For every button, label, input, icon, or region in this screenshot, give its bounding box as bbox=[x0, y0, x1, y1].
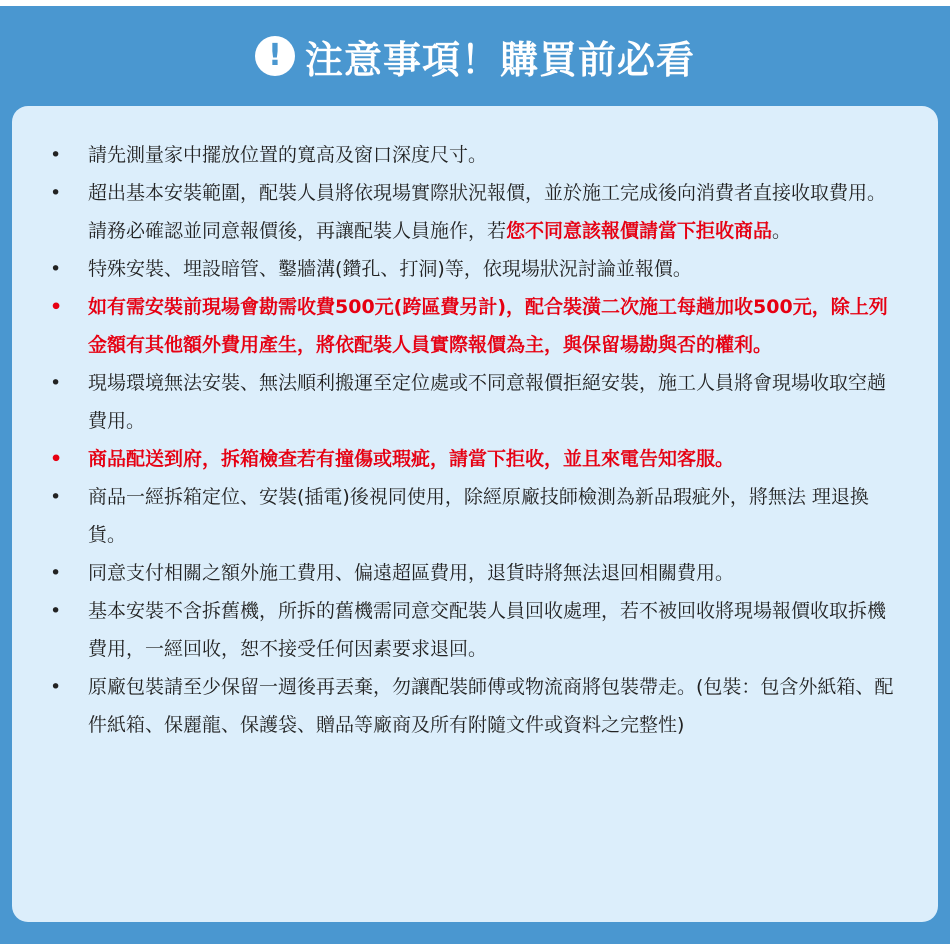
bullet: • bbox=[50, 562, 62, 584]
bullet: • bbox=[50, 600, 62, 622]
notice-title: 注意事項！購買前必看 bbox=[304, 37, 695, 82]
notice-item-5 bbox=[50, 364, 900, 440]
notice-item-9 bbox=[50, 592, 900, 668]
bullet: • bbox=[50, 676, 62, 698]
notice-item-10 bbox=[50, 668, 900, 744]
notice-text: 現場環境無法安裝、無法順利搬運至定位處或不同意報價拒絕安裝，施工人員將會現場收取空趟費用。 bbox=[88, 372, 887, 432]
bullet: • bbox=[50, 296, 63, 318]
bullet: • bbox=[50, 372, 62, 394]
notice-text: 基本安裝不含拆舊機，所拆的舊機需同意交配裝人員回收處理，若不被回收將現場報價收取拆機費用，一經回收，恕不接受任何因素要求退回。 bbox=[88, 600, 887, 660]
exclamation-icon: ! bbox=[255, 36, 295, 76]
notice-text: 超出基本安裝範圍，配裝人員將依現場實際狀況報價，並於施工完成後向消費者直接收取費用。請務必確認並同意報價後，再讓配裝人員施作，若 bbox=[88, 182, 887, 242]
bullet: • bbox=[50, 144, 62, 166]
bullet: • bbox=[50, 448, 63, 470]
notice-list bbox=[50, 136, 900, 744]
bullet: • bbox=[50, 182, 62, 204]
notice-text: 商品配送到府，拆箱檢查若有撞傷或瑕疵，請當下拒收，並且來電告知客服。 bbox=[88, 448, 735, 470]
notice-item-7 bbox=[50, 478, 900, 554]
notice-item-8 bbox=[50, 554, 900, 592]
notice-text: 特殊安裝、埋設暗管、鑿牆溝(鑽孔、打洞)等，依現場狀況討論並報價。 bbox=[88, 258, 692, 280]
notice-text: 如有需安裝前現場會勘需收費500元(跨區費另計)，配合裝潢二次施工每趟加收500元，除上列金額有其他額外費用產生，將依配裝人員實際報價為主，與保留場勘與否的權利。 bbox=[88, 296, 888, 356]
notice-panel bbox=[12, 106, 938, 922]
notice-text: 原廠包裝請至少保留一週後再丟棄，勿讓配裝師傅或物流商將包裝帶走。(包裝：包含外紙箱、配件紙箱、保麗龍、保護袋、贈品等廠商及所有附隨文件或資料之完整性) bbox=[88, 676, 894, 736]
bullet: • bbox=[50, 258, 62, 280]
notice-text-after: 。 bbox=[772, 220, 792, 242]
notice-text: 商品一經拆箱定位、安裝(插電)後視同使用，除經原廠技師檢測為新品瑕疵外，將無法 理退換貨。 bbox=[88, 486, 869, 546]
notice-item-4 bbox=[50, 288, 900, 364]
notice-item-3 bbox=[50, 250, 900, 288]
bullet: • bbox=[50, 486, 62, 508]
notice-text: 請先測量家中擺放位置的寬高及窗口深度尺寸。 bbox=[88, 144, 488, 166]
notice-header bbox=[0, 6, 950, 106]
notice-item-2 bbox=[50, 174, 900, 250]
notice-highlight: 您不同意該報價請當下拒收商品 bbox=[506, 220, 773, 242]
notice-frame bbox=[0, 6, 950, 944]
notice-item-1 bbox=[50, 136, 900, 174]
notice-text: 同意支付相關之額外施工費用、偏遠超區費用，退貨時將無法退回相關費用。 bbox=[88, 562, 735, 584]
notice-item-6 bbox=[50, 440, 900, 478]
